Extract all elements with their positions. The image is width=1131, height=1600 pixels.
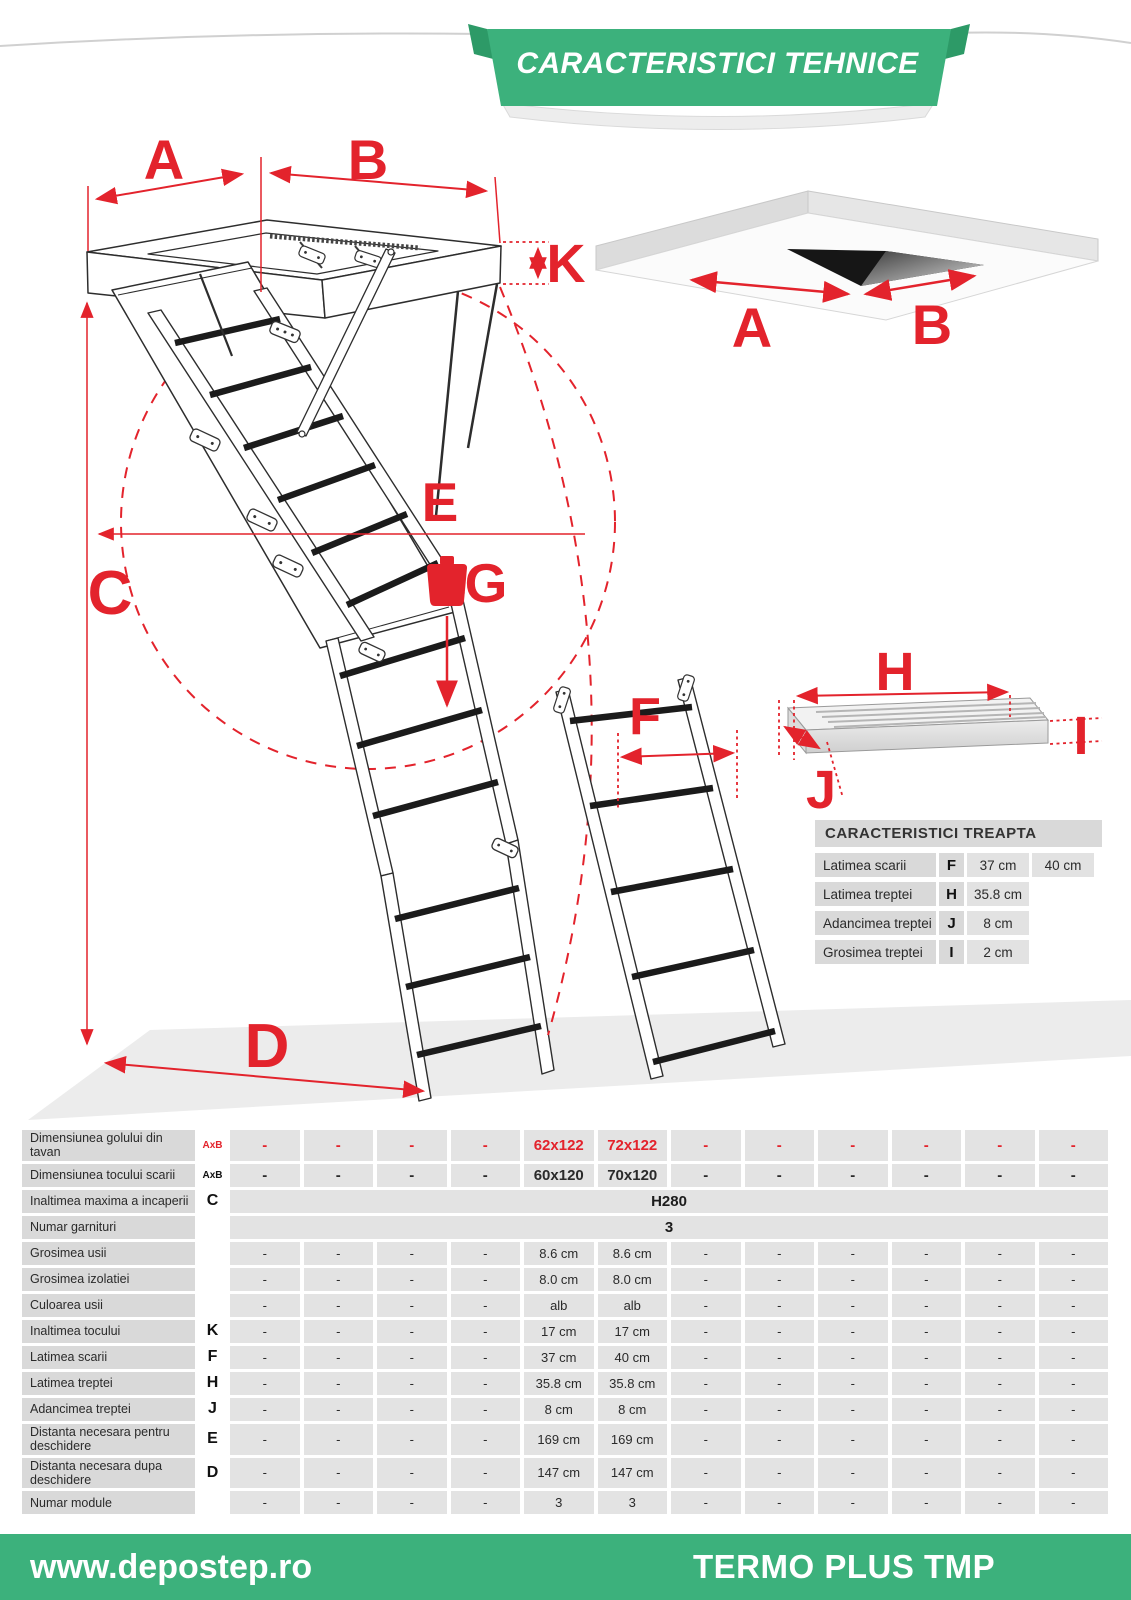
spec-row-value: - — [1039, 1491, 1109, 1514]
spec-row-value: - — [1039, 1372, 1109, 1395]
dim-label-f: F — [629, 688, 661, 746]
spec-row-value: - — [745, 1164, 815, 1187]
spec-row-value: - — [892, 1164, 962, 1187]
spec-table-row — [22, 1372, 1108, 1395]
spec-row-value: - — [892, 1424, 962, 1455]
spec-row-value: - — [377, 1372, 447, 1395]
spec-row-value: 8.0 cm — [524, 1268, 594, 1291]
ladder-rail — [326, 638, 393, 876]
spec-row-letter: K — [206, 1322, 219, 1340]
spec-row-letter: F — [207, 1348, 218, 1366]
spec-row-value: - — [671, 1268, 741, 1291]
spec-row-value: 147 cm — [524, 1458, 594, 1489]
spec-row-letter: AxB — [202, 1169, 223, 1181]
dim-label-d: D — [244, 1012, 290, 1081]
spec-row-value: - — [1039, 1398, 1109, 1421]
spec-row-value: - — [671, 1458, 741, 1489]
spec-row-value: 60x120 — [524, 1164, 594, 1187]
spec-row-value: - — [451, 1346, 521, 1369]
spec-row-value: - — [377, 1458, 447, 1489]
spec-table-row — [22, 1424, 1108, 1455]
spec-row-value: - — [671, 1130, 741, 1161]
treapta-row — [815, 940, 1102, 964]
bracket-plate — [358, 641, 387, 663]
spec-row-value: alb — [524, 1294, 594, 1317]
spec-row-value: - — [451, 1268, 521, 1291]
spec-row-value: - — [377, 1491, 447, 1514]
spec-row-value: - — [671, 1294, 741, 1317]
spec-row-value: - — [377, 1424, 447, 1455]
footer-website-link[interactable]: www.depostep.ro — [30, 1547, 313, 1586]
spec-row-value: 40 cm — [598, 1346, 668, 1369]
spec-row-value: - — [230, 1346, 300, 1369]
spec-row-value: 8.6 cm — [524, 1242, 594, 1265]
dim-line-f — [622, 753, 733, 757]
spec-row-value: - — [230, 1372, 300, 1395]
spec-row-value: - — [892, 1458, 962, 1489]
spec-row-value: - — [818, 1320, 888, 1343]
spec-row-value: 35.8 cm — [524, 1372, 594, 1395]
spec-row-value: 169 cm — [524, 1424, 594, 1455]
spec-row-value: - — [451, 1398, 521, 1421]
spec-row-value: - — [377, 1294, 447, 1317]
spec-row-value: - — [1039, 1242, 1109, 1265]
ladder-swing-arc — [500, 287, 592, 1035]
spec-table-row — [22, 1320, 1108, 1343]
spec-table-row — [22, 1164, 1108, 1187]
spec-row-value: - — [671, 1242, 741, 1265]
spec-row-letter — [199, 1242, 226, 1265]
spec-row-label: Distanta necesara pentru deschidere — [22, 1424, 195, 1455]
spec-row-label: Grosimea izolatiei — [22, 1268, 195, 1291]
spec-row-value: - — [965, 1398, 1035, 1421]
spec-row-value: - — [745, 1458, 815, 1489]
spec-row-value: - — [745, 1268, 815, 1291]
spec-row-letter: D — [206, 1463, 219, 1481]
spec-row-value: - — [671, 1424, 741, 1455]
spec-row-value: - — [304, 1398, 374, 1421]
ceiling-hole-diagram — [596, 191, 1098, 359]
spec-row-value: - — [892, 1491, 962, 1514]
spec-row-value: - — [671, 1372, 741, 1395]
spec-row-value: - — [965, 1242, 1035, 1265]
spec-row-value: - — [892, 1242, 962, 1265]
spec-row-value: - — [818, 1164, 888, 1187]
spec-row-label: Numar garnituri — [22, 1216, 195, 1239]
spec-row-value: 37 cm — [524, 1346, 594, 1369]
spec-row-value: - — [230, 1458, 300, 1489]
treapta-row — [815, 853, 1102, 877]
dim-label-k: K — [546, 234, 586, 294]
spec-row-value: - — [451, 1491, 521, 1514]
spec-row-value: - — [1039, 1424, 1109, 1455]
dim-label-i: I — [1073, 706, 1089, 766]
dim-label-g: G — [464, 552, 508, 614]
dim-label-b: B — [347, 128, 389, 191]
spec-row-value: 147 cm — [598, 1458, 668, 1489]
spec-row-value: - — [377, 1130, 447, 1161]
spec-row-value: - — [304, 1268, 374, 1291]
spec-row-label: Inaltimea tocului — [22, 1320, 195, 1343]
spec-row-value: - — [377, 1268, 447, 1291]
spec-row-label: Inaltimea maxima a incaperii — [22, 1190, 195, 1213]
spec-row-letter — [199, 1491, 226, 1514]
spec-row-value: - — [1039, 1458, 1109, 1489]
spec-row-value: 8 cm — [598, 1398, 668, 1421]
spec-row-label: Grosimea usii — [22, 1242, 195, 1265]
treapta-row-letter: I — [939, 940, 964, 964]
dim-label-e: E — [421, 471, 459, 533]
spec-row-value: - — [745, 1320, 815, 1343]
spec-row-value: - — [304, 1458, 374, 1489]
spec-row-value: - — [1039, 1164, 1109, 1187]
spec-row-value: 8.0 cm — [598, 1268, 668, 1291]
spec-row-value: - — [745, 1424, 815, 1455]
spec-row-value: - — [745, 1294, 815, 1317]
spec-row-value: - — [892, 1130, 962, 1161]
spec-row-value: - — [671, 1320, 741, 1343]
treapta-row-value: 2 cm — [967, 940, 1029, 964]
spec-row-value: - — [892, 1398, 962, 1421]
treapta-row-value: 40 cm — [1032, 853, 1094, 877]
spec-row-value: - — [451, 1164, 521, 1187]
spec-row-value: - — [1039, 1346, 1109, 1369]
spec-row-letter — [199, 1216, 226, 1239]
spec-row-value: - — [671, 1164, 741, 1187]
spec-row-value: - — [745, 1242, 815, 1265]
spec-row-value: - — [892, 1320, 962, 1343]
spec-row-value: - — [451, 1424, 521, 1455]
spec-row-value: - — [745, 1398, 815, 1421]
floor-plane — [28, 1000, 1131, 1120]
spec-row-value: - — [818, 1398, 888, 1421]
treapta-row-label: Adancimea treptei — [815, 911, 936, 935]
spec-row-value: 3 — [598, 1491, 668, 1514]
spec-row-value: - — [451, 1372, 521, 1395]
spec-row-value: - — [304, 1372, 374, 1395]
spec-row-value: - — [818, 1424, 888, 1455]
spec-row-value: 35.8 cm — [598, 1372, 668, 1395]
spec-row-value: - — [377, 1164, 447, 1187]
spec-table-row — [22, 1491, 1108, 1514]
spec-row-value: - — [745, 1346, 815, 1369]
spec-row-value: - — [671, 1398, 741, 1421]
footer-product-name: TERMO PLUS TMP — [693, 1548, 996, 1585]
spec-row-value: - — [818, 1294, 888, 1317]
spec-row-value: - — [965, 1346, 1035, 1369]
spec-row-value: - — [451, 1294, 521, 1317]
spec-row-value: - — [230, 1294, 300, 1317]
spec-row-value: - — [377, 1398, 447, 1421]
ladder-rail — [678, 677, 785, 1047]
spec-row-label: Adancimea treptei — [22, 1398, 195, 1421]
spec-row-value: - — [377, 1320, 447, 1343]
spec-table — [22, 1130, 1108, 1514]
spec-row-value: - — [818, 1372, 888, 1395]
spec-row-letter: AxB — [202, 1139, 223, 1151]
spec-row-value: - — [965, 1491, 1035, 1514]
spec-row-value: 72x122 — [598, 1130, 668, 1161]
spec-row-letter: H — [206, 1374, 219, 1392]
spec-row-letter: C — [206, 1192, 219, 1210]
spec-table-row — [22, 1130, 1108, 1161]
spec-table-row — [22, 1190, 1108, 1213]
spec-row-value: - — [304, 1164, 374, 1187]
spec-row-value: - — [965, 1294, 1035, 1317]
spec-row-letter — [199, 1294, 226, 1317]
spec-row-value: - — [377, 1242, 447, 1265]
spec-row-label: Latimea scarii — [22, 1346, 195, 1369]
spec-row-value: - — [818, 1491, 888, 1514]
spec-row-value: - — [230, 1424, 300, 1455]
treapta-row-label: Latimea scarii — [815, 853, 936, 877]
spec-row-value: - — [377, 1346, 447, 1369]
dim-label-c: C — [87, 559, 133, 628]
spec-row-value: 17 cm — [524, 1320, 594, 1343]
spec-table-row — [22, 1346, 1108, 1369]
spec-row-value: - — [1039, 1320, 1109, 1343]
treapta-row-label: Latimea treptei — [815, 882, 936, 906]
spec-row-label: Numar module — [22, 1491, 195, 1514]
spec-table-row — [22, 1242, 1108, 1265]
step-detail-diagram — [779, 642, 1102, 820]
spec-row-value: - — [965, 1164, 1035, 1187]
spec-row-value: - — [965, 1130, 1035, 1161]
spec-row-value: - — [230, 1130, 300, 1161]
spec-row-value: - — [818, 1346, 888, 1369]
spec-row-value: - — [671, 1491, 741, 1514]
spec-row-value: 62x122 — [524, 1130, 594, 1161]
treapta-table-title: CARACTERISTICI TREAPTA — [815, 820, 1102, 847]
spec-table-row — [22, 1216, 1108, 1239]
footer-bar — [0, 1534, 1131, 1600]
spec-table-row — [22, 1268, 1108, 1291]
spec-row-label: Culoarea usii — [22, 1294, 195, 1317]
spec-row-value: 8.6 cm — [598, 1242, 668, 1265]
page-title: CARACTERISTICI TEHNICE — [516, 47, 919, 80]
ceiling-label-b: B — [911, 293, 953, 356]
spec-row-value: - — [304, 1346, 374, 1369]
spec-row-letter: E — [207, 1430, 218, 1448]
spec-row-value: 17 cm — [598, 1320, 668, 1343]
spec-row-value: - — [451, 1242, 521, 1265]
spec-row-value: - — [965, 1372, 1035, 1395]
spec-row-value: - — [451, 1320, 521, 1343]
spec-row-value: - — [745, 1130, 815, 1161]
spec-row-value: - — [1039, 1268, 1109, 1291]
treapta-row-letter: H — [939, 882, 964, 906]
spec-row-value: - — [892, 1268, 962, 1291]
spec-row-value: alb — [598, 1294, 668, 1317]
spec-row-merged-value: H280 — [230, 1190, 1108, 1213]
spec-row-value: - — [1039, 1130, 1109, 1161]
treapta-row-letter: J — [939, 911, 964, 935]
spec-row-value: - — [230, 1398, 300, 1421]
spec-row-value: - — [818, 1268, 888, 1291]
spec-row-value: 169 cm — [598, 1424, 668, 1455]
spec-row-value: - — [965, 1458, 1035, 1489]
spec-row-merged-value: 3 — [230, 1216, 1108, 1239]
treapta-table — [815, 820, 1102, 969]
spec-row-value: - — [892, 1372, 962, 1395]
spec-row-value: - — [304, 1424, 374, 1455]
spec-row-value: - — [230, 1242, 300, 1265]
spec-row-value: - — [230, 1320, 300, 1343]
spec-row-value: - — [230, 1164, 300, 1187]
ceiling-label-a: A — [731, 296, 773, 359]
spec-row-value: - — [892, 1294, 962, 1317]
treapta-row — [815, 882, 1102, 906]
spec-row-value: - — [304, 1242, 374, 1265]
treapta-row — [815, 911, 1102, 935]
spec-row-value: - — [304, 1491, 374, 1514]
spec-row-value: - — [451, 1458, 521, 1489]
treapta-row-label: Grosimea treptei — [815, 940, 936, 964]
spec-row-letter: J — [208, 1400, 217, 1418]
dim-label-j: J — [805, 760, 837, 820]
spec-row-value: - — [745, 1491, 815, 1514]
spec-row-label: Dimensiunea tocului scarii — [22, 1164, 195, 1187]
spec-row-value: - — [304, 1320, 374, 1343]
spec-row-value: - — [818, 1242, 888, 1265]
spec-row-label: Latimea treptei — [22, 1372, 195, 1395]
treapta-row-value: 37 cm — [967, 853, 1029, 877]
spec-table-row — [22, 1398, 1108, 1421]
spec-row-value: - — [1039, 1294, 1109, 1317]
dim-label-a: A — [143, 128, 185, 191]
spec-row-label: Distanta necesara dupa deschidere — [22, 1458, 195, 1489]
spec-row-value: - — [230, 1268, 300, 1291]
treapta-row-value: 8 cm — [967, 911, 1029, 935]
spec-row-value: - — [745, 1372, 815, 1395]
spec-row-value: 70x120 — [598, 1164, 668, 1187]
spec-row-value: - — [965, 1424, 1035, 1455]
spec-row-value: - — [671, 1346, 741, 1369]
spec-row-value: 3 — [524, 1491, 594, 1514]
spec-row-label: Dimensiunea golului din tavan — [22, 1130, 195, 1161]
spec-row-value: - — [965, 1320, 1035, 1343]
spec-row-value: - — [304, 1294, 374, 1317]
spec-row-value: - — [818, 1130, 888, 1161]
spec-row-value: - — [451, 1130, 521, 1161]
spec-table-row — [22, 1294, 1108, 1317]
treapta-row-letter: F — [939, 853, 964, 877]
spec-row-value: - — [892, 1346, 962, 1369]
spec-row-value: 8 cm — [524, 1398, 594, 1421]
spec-row-value: - — [818, 1458, 888, 1489]
spec-row-letter — [199, 1268, 226, 1291]
dim-label-h: H — [875, 642, 915, 702]
treapta-row-value: 35.8 cm — [967, 882, 1029, 906]
spec-row-value: - — [304, 1130, 374, 1161]
spec-row-value: - — [965, 1268, 1035, 1291]
spec-row-value: - — [230, 1491, 300, 1514]
spec-table-row — [22, 1458, 1108, 1489]
